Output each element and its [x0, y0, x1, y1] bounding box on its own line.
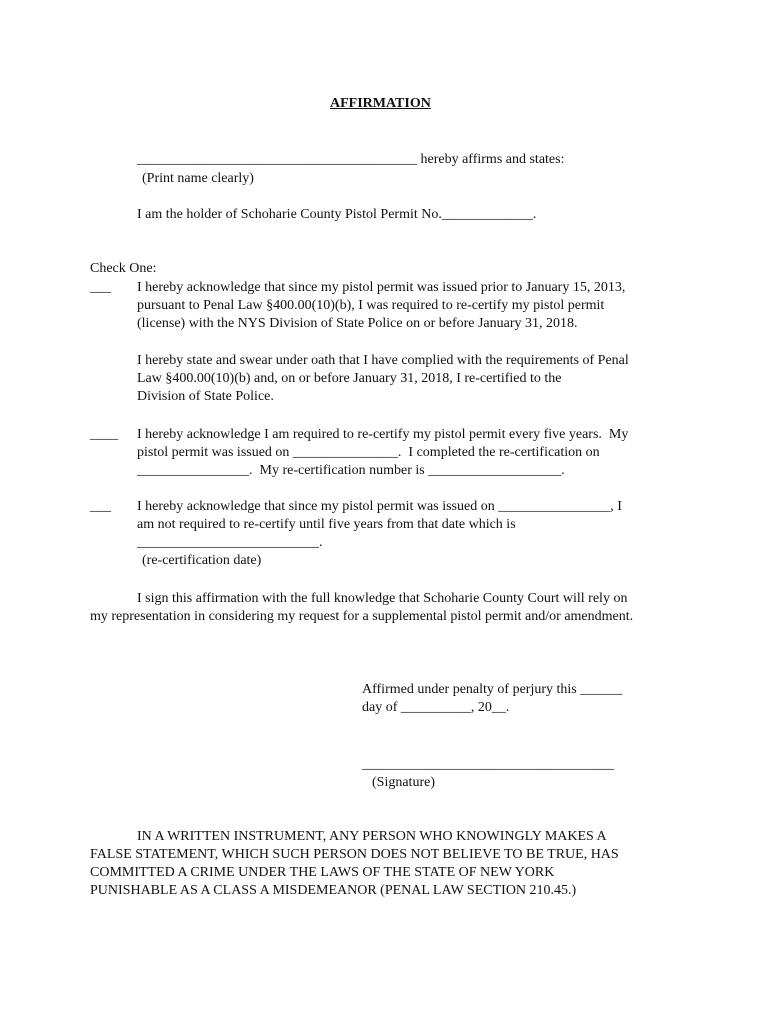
perjury-warning-line: PUNISHABLE AS A CLASS A MISDEMEANOR (PENAL LAW SECTION 210.45.) — [90, 883, 577, 898]
perjury-warning-line: IN A WRITTEN INSTRUMENT, ANY PERSON WHO KNOWINGLY MAKES A — [137, 829, 607, 844]
option1-checkbox-blank: ___ — [90, 280, 111, 295]
option1-text-line: (license) with the NYS Division of State Police on or before January 31, 2018. — [137, 316, 578, 331]
closing-statement-line: I sign this affirmation with the full knowledge that Schoharie County Court will rely on — [137, 591, 628, 606]
option1-text-line: pursuant to Penal Law §400.00(10)(b), I was required to re-certify my pistol permit — [137, 298, 605, 313]
perjury-warning-line: FALSE STATEMENT, WHICH SUCH PERSON DOES NOT BELIEVE TO BE TRUE, HAS — [90, 847, 619, 862]
option2-text-line: ________________. My re-certification number is ___________________. — [137, 463, 565, 478]
affirmed-line: Affirmed under penalty of perjury this ______ — [362, 682, 623, 697]
option1-sworn-line: Law §400.00(10)(b) and, on or before January 31, 2018, I re-certified to the — [137, 371, 562, 386]
document-title: AFFIRMATION — [330, 96, 431, 111]
option2-text-line: pistol permit was issued on _______________. I completed the re-certification on — [137, 445, 600, 460]
option2-text-line: I hereby acknowledge I am required to re-certify my pistol permit every five years. My — [137, 427, 629, 442]
permit-number-line: I am the holder of Schoharie County Pistol Permit No._____________. — [137, 207, 537, 222]
signature-line: ____________________________________ — [362, 757, 614, 772]
option1-sworn-line: I hereby state and swear under oath that I have complied with the requirements of Penal — [137, 353, 629, 368]
option2-checkbox-blank: ____ — [90, 427, 118, 442]
recertification-date-caption: (re-certification date) — [142, 553, 262, 568]
option3-text-line: __________________________. — [137, 535, 323, 550]
option3-text-line: I hereby acknowledge that since my pistol permit was issued on ________________, I — [137, 499, 622, 514]
affirmed-line: day of __________, 20__. — [362, 700, 510, 715]
print-name-caption: (Print name clearly) — [142, 171, 254, 186]
option3-text-line: am not required to re-certify until five years from that date which is — [137, 517, 516, 532]
print-name-line: ________________________________________ hereby affirms and states: — [137, 152, 565, 167]
option1-sworn-line: Division of State Police. — [137, 389, 274, 404]
signature-caption: (Signature) — [372, 775, 435, 790]
closing-statement-line: my representation in considering my request for a supplemental pistol permit and/or amendment. — [90, 609, 634, 624]
option3-checkbox-blank: ___ — [90, 499, 111, 514]
option1-text-line: I hereby acknowledge that since my pistol permit was issued prior to January 15, 2013, — [137, 280, 626, 295]
check-one-label: Check One: — [90, 261, 157, 276]
perjury-warning-line: COMMITTED A CRIME UNDER THE LAWS OF THE STATE OF NEW YORK — [90, 865, 555, 880]
